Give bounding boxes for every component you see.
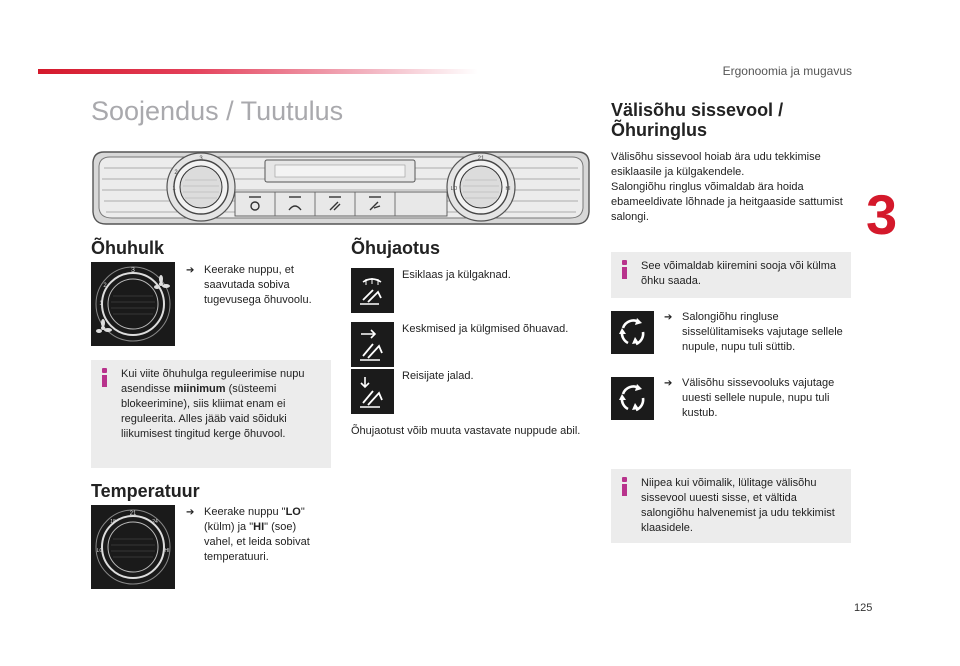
temp-text-2: " (külm) ja " bbox=[204, 506, 305, 533]
page-number: 125 bbox=[854, 602, 873, 614]
airflow-note-before: Kui viite õhuhulga reguleerimise nupu asendisse bbox=[121, 368, 305, 395]
face-vent-icon bbox=[351, 322, 394, 367]
fan-icon-large bbox=[154, 275, 170, 289]
temp-hi-label: HI bbox=[253, 521, 265, 533]
distribution-icon-box-3 bbox=[351, 369, 394, 414]
airflow-heading: Õhuhulk bbox=[91, 238, 164, 258]
info-icon bbox=[101, 368, 108, 387]
temp-scale-hi: HI bbox=[164, 548, 170, 554]
temp-scale-21: 21 bbox=[129, 511, 137, 517]
distribution-heading: Õhujaotus bbox=[351, 238, 440, 258]
fan-icon bbox=[96, 319, 112, 333]
panel-left-scale-low: 1 bbox=[172, 186, 176, 192]
temp-scale-24: 24 bbox=[152, 519, 158, 525]
panel-right-scale-hi: HI bbox=[505, 186, 511, 192]
distribution-item-1: Esiklaas ja külgaknad. bbox=[402, 269, 511, 281]
recirc-info-1-text: See võimaldab kiiremini sooja või külma õhku saada. bbox=[641, 260, 837, 287]
distribution-icon-box-1 bbox=[351, 268, 394, 313]
distribution-item-3: Reisijate jalad. bbox=[402, 370, 474, 382]
temp-text-1: Keerake nuppu " bbox=[204, 506, 286, 518]
temperature-dial-image bbox=[91, 505, 175, 589]
section-name: Ergonoomia ja mugavus bbox=[722, 64, 852, 78]
temp-lo-label: LO bbox=[285, 506, 301, 518]
recirc-on-icon-box bbox=[611, 311, 654, 354]
temp-scale-lo: LO bbox=[96, 548, 104, 554]
header-accent-bar bbox=[38, 69, 478, 74]
fan-scale-min: 1 bbox=[99, 301, 103, 307]
recirc-on-instruction: ➔ Salongiõhu ringluse sisselülitamiseks vajutage sellele nupule, nupu tuli süttib. bbox=[664, 310, 854, 355]
recirc-heading-line2: Õhuringlus bbox=[611, 120, 707, 140]
info-icon bbox=[621, 477, 628, 496]
airflow-note-after: (süsteemi blokeerimine), siis kliimat enam ei reguleerita. Alles jääb vaid sõiduki liikumisest tingitud kerge õhuvool. bbox=[121, 383, 287, 440]
chapter-number: 3 bbox=[866, 183, 898, 246]
recirc-info-box-2 bbox=[611, 469, 851, 543]
control-panel-illustration bbox=[90, 148, 592, 228]
temp-scale-18: 18 bbox=[110, 519, 116, 525]
panel-left-scale-mid: 2 bbox=[174, 170, 178, 176]
airflow-instruction: ➔ Keerake nuppu, et saavutada sobiva tugevusega õhuvoolu. bbox=[186, 263, 326, 308]
recirc-off-instruction: ➔ Välisõhu sissevooluks vajutage uuesti sellele nupule, nupu tuli kustub. bbox=[664, 376, 854, 421]
recirc-intro: Välisõhu sissevool hoiab ära udu tekkimise esiklaasile ja külgakendele. Salongiõhu ringlus võimaldab ära hoida ebameeldivate lõhnade ja heitgaaside sattumist salongi. bbox=[611, 151, 843, 223]
fan-dial-image bbox=[91, 262, 175, 346]
fan-scale-max: 3 bbox=[131, 267, 135, 274]
windshield-feet-icon bbox=[351, 268, 394, 313]
recirc-heading bbox=[611, 100, 861, 140]
recirc-off-icon-box bbox=[611, 377, 654, 420]
panel-right-scale-top: 21 bbox=[477, 156, 485, 162]
fan-scale-mid: 2 bbox=[103, 283, 107, 289]
recirculation-icon bbox=[611, 311, 654, 354]
info-icon bbox=[621, 260, 628, 279]
temp-text-3: " (soe) vahel, et leida sobivat temperatuuri. bbox=[204, 521, 310, 563]
recirc-info-box-1 bbox=[611, 252, 851, 298]
page-title: Soojendus / Tuutulus bbox=[91, 96, 344, 126]
distribution-icon-box-2 bbox=[351, 322, 394, 367]
distribution-item-2: Keskmised ja külgmised õhuavad. bbox=[402, 323, 569, 335]
feet-vent-icon bbox=[351, 369, 394, 414]
temperature-heading: Temperatuur bbox=[91, 481, 200, 501]
recirc-heading-line1: Välisõhu sissevool / bbox=[611, 100, 784, 120]
airflow-note-bold: miinimum bbox=[173, 383, 226, 395]
recirc-info-2-text: Niipea kui võimalik, lülitage välisõhu sissevool uuesti sisse, et vältida salongiõhu halvenemist ja udu tekkimist klaasidele. bbox=[641, 477, 835, 534]
panel-right-scale-lo: LO bbox=[450, 186, 458, 192]
temperature-instruction bbox=[186, 505, 326, 565]
recirculation-icon bbox=[611, 377, 654, 420]
panel-left-scale-top: 3 bbox=[199, 156, 203, 162]
airflow-info-box bbox=[91, 360, 331, 468]
distribution-footer: Õhujaotust võib muuta vastavate nuppude abil. bbox=[351, 425, 581, 437]
